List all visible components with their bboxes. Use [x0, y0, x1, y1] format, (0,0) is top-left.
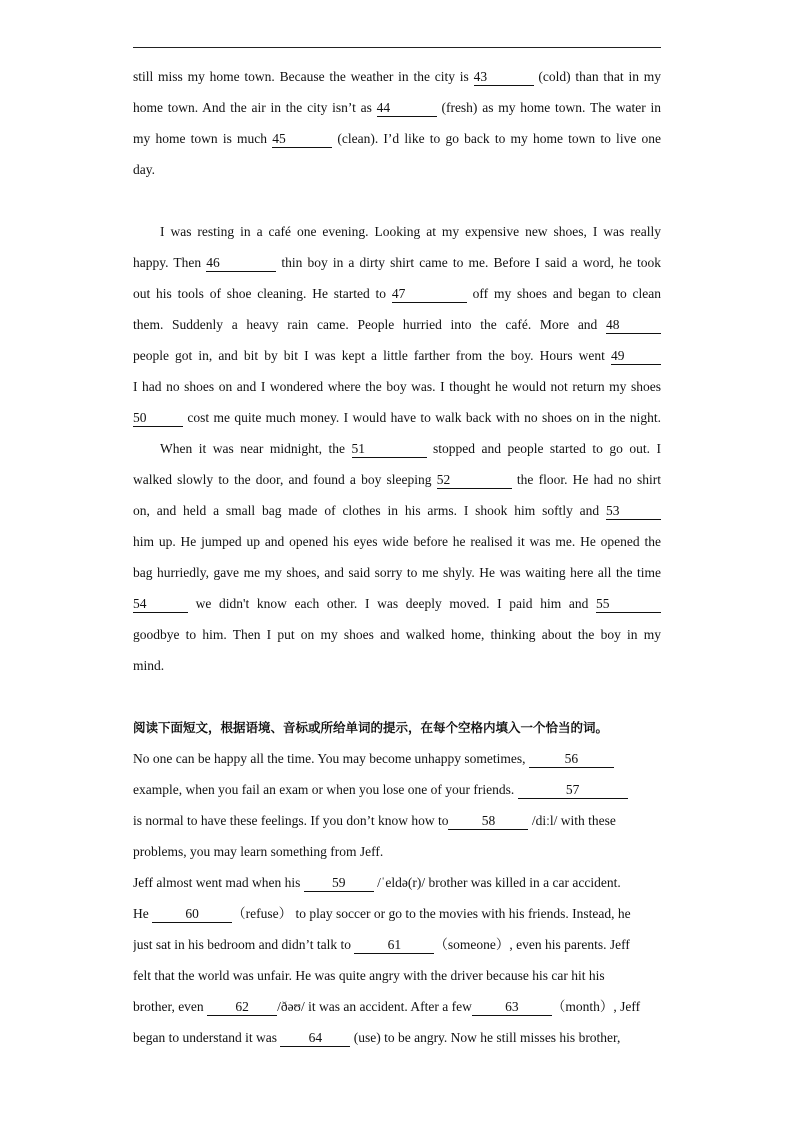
blank-46[interactable]: 46	[206, 256, 276, 272]
blank-44[interactable]: 44	[377, 101, 437, 117]
blank-53[interactable]: 53	[606, 504, 661, 520]
passage2-line-3: out his tools of shoe cleaning. He started to 47 off my shoes and began to clean	[133, 286, 661, 301]
passage3-line-1: No one can be happy all the time. You may become unhappy sometimes, 56	[133, 743, 661, 774]
passage3-line-9: brother, even 62 /ðəʊ/ it was an accident. After a few 63 （month）, Jeff	[133, 999, 641, 1014]
passage3-line-10: began to understand it was 64 (use) to be angry. Now he still misses his brother,	[133, 1030, 621, 1045]
blank-49[interactable]: 49	[611, 349, 661, 365]
blank-45[interactable]: 45	[272, 132, 332, 148]
passage2-line-5: people got in, and bit by bit I was kept a little farther from the boy. Hours went 49	[133, 340, 661, 371]
passage2-line-12: bag hurriedly, gave me my shoes, and said sorry to me shyly. He was waiting here all the time	[133, 565, 661, 580]
passage2-line-6: I had no shoes on and I wondered where the boy was. I thought he would not return my shoes	[133, 379, 661, 394]
header-rule	[133, 47, 661, 48]
blank-50[interactable]: 50	[133, 411, 183, 427]
passage3-line-7: just sat in his bedroom and didn’t talk to 61 （someone）, even his parents. Jeff	[133, 937, 630, 952]
blank-52[interactable]: 52	[437, 473, 512, 489]
passage2-line-11: him up. He jumped up and opened his eyes wide before he realised it was me. He opened the	[133, 534, 661, 549]
section-gap	[133, 681, 661, 712]
passage3-line-8: felt that the world was unfair. He was quite angry with the driver because his car hit his	[133, 968, 605, 983]
passage3-line-5: Jeff almost went mad when his 59 /ˈeldə(r)/ brother was killed in a car accident.	[133, 875, 621, 890]
blank-55[interactable]: 55	[596, 597, 661, 613]
passage2-line-14: goodbye to him. Then I put on my shoes and walked home, thinking about the boy in my	[133, 627, 661, 642]
section-instruction: 阅读下面短文，根据语境、音标或所给单词的提示，在每个空格内填入一个恰当的词。	[133, 720, 609, 735]
passage2-line-1: I was resting in a café one evening. Looking at my expensive new shoes, I was really	[160, 224, 661, 239]
blank-48[interactable]: 48	[606, 318, 661, 334]
passage1-line-2: home town. And the air in the city isn’t as 44 (fresh) as my home town. The water in	[133, 100, 661, 115]
blank-62[interactable]: 62	[207, 1000, 277, 1016]
blank-51[interactable]: 51	[352, 442, 427, 458]
passage2-line-8: When it was near midnight, the 51 stopped and people started to go out. I	[160, 441, 661, 456]
passage3-line-2: example, when you fail an exam or when you lose one of your friends. 57	[133, 774, 661, 805]
passage2-line-10: on, and held a small bag made of clothes in his arms. I shook him softly and 53	[133, 495, 661, 526]
passage1-line-4: day.	[133, 162, 155, 177]
document-page	[133, 61, 661, 1053]
blank-57[interactable]: 57	[518, 783, 628, 799]
blank-64[interactable]: 64	[280, 1031, 350, 1047]
passage2-line-9: walked slowly to the door, and found a boy sleeping 52 the floor. He had no shirt	[133, 472, 661, 487]
blank-54[interactable]: 54	[133, 597, 188, 613]
blank-60[interactable]: 60	[152, 907, 232, 923]
passage1-line-3: my home town is much 45 (clean). I’d like to go back to my home town to live one	[133, 131, 661, 146]
blank-63[interactable]: 63	[472, 1000, 552, 1016]
passage2-line-15: mind.	[133, 658, 165, 673]
passage1-line-1: still miss my home town. Because the weather in the city is 43 (cold) than that in my	[133, 69, 661, 84]
blank-56[interactable]: 56	[529, 752, 614, 768]
blank-47[interactable]: 47	[392, 287, 467, 303]
passage3-line-3: is normal to have these feelings. If you don’t know how to 58 /diːl/ with these	[133, 813, 616, 828]
passage2-line-13: 54 we didn't know each other. I was deeply moved. I paid him and 55	[133, 588, 661, 619]
passage2-line-7: 50 cost me quite much money. I would have to walk back with no shoes on in the night.	[133, 410, 661, 425]
blank-58[interactable]: 58	[448, 814, 528, 830]
blank-43[interactable]: 43	[474, 70, 534, 86]
passage3-line-4: problems, you may learn something from Jeff.	[133, 844, 384, 859]
paragraph-gap	[133, 185, 661, 216]
passage3-line-6: He 60 （refuse） to play soccer or go to the movies with his friends. Instead, he	[133, 906, 631, 921]
blank-59[interactable]: 59	[304, 876, 374, 892]
passage2-line-2: happy. Then 46 thin boy in a dirty shirt came to me. Before I said a word, he took	[133, 255, 661, 270]
passage2-line-4: them. Suddenly a heavy rain came. People hurried into the café. More and 48	[133, 309, 661, 340]
blank-61[interactable]: 61	[354, 938, 434, 954]
